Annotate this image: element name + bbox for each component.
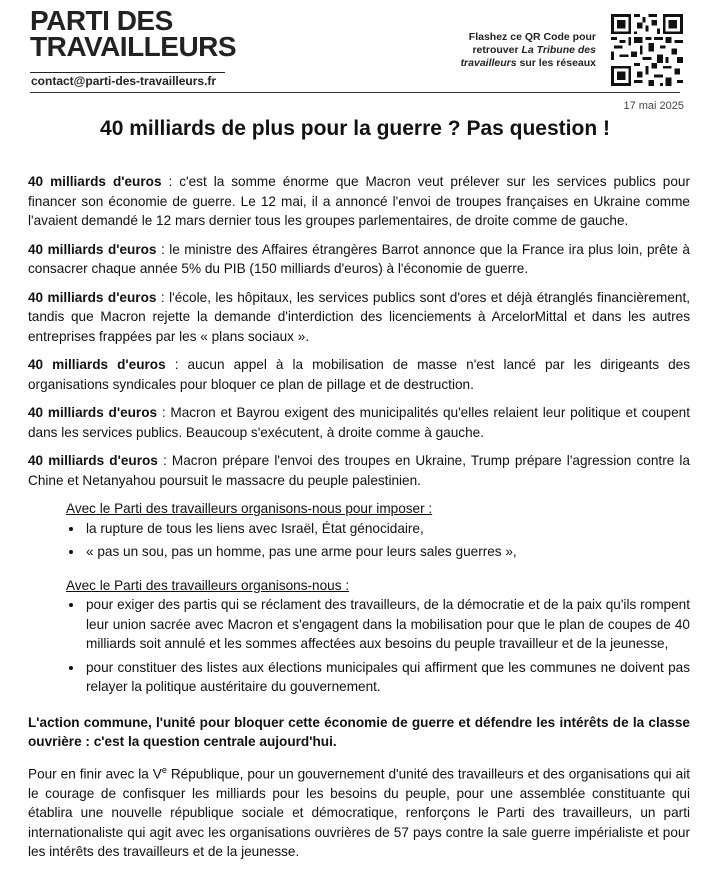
section-2-heading: Avec le Parti des travailleurs organisons-nous : <box>66 577 350 593</box>
logo-line-2: TRAVAILLEURS <box>30 31 237 62</box>
section-1-heading: Avec le Parti des travailleurs organisons-nous pour imposer : <box>66 501 433 516</box>
qr-caption-line-2b: La Tribune des <box>521 44 596 56</box>
paragraph-3 <box>28 288 690 347</box>
paragraph-lead: 40 milliards d'euros <box>28 405 158 420</box>
article-body <box>28 172 690 871</box>
list-item: • la rupture de tous les liens avec Israël, État génocidaire, <box>84 519 690 539</box>
paragraph-lead: 40 milliards d'euros <box>28 289 157 305</box>
logo-line-1: PARTI DES <box>30 5 173 36</box>
paragraph-text: : Macron et Bayrou exigent des municipalités qu'elles relaient leur politique et coupent dans les services publics. Beaucoup s'exécutent, à droite comme à gauche. <box>28 405 690 440</box>
qr-caption-line-3a: travailleurs <box>460 57 517 69</box>
qr-caption-line-1: Flashez ce QR Code pour <box>468 31 596 43</box>
contact-email: contact@parti-des-travailleurs.fr <box>31 74 217 88</box>
paragraph-text: : c'est la somme énorme que Macron veut prélever sur les services publics pour financer son économie de guerre. Le 12 mai, il a annoncé l'envoi de troupes françaises en Ukraine comme l'avaient demandé le 12 mars dernier tous les groupes parlementaires, de droite comme de gauche. <box>28 174 690 228</box>
paragraph-lead: 40 milliards d'euros <box>28 453 158 468</box>
paragraph-text: : le ministre des Affaires étrangères Barrot annonce que la France ira plus loin, prête à consacrer chaque année 5% du PIB (150 milliards d'euros) à l'économie de guerre. <box>28 241 690 276</box>
paragraph-6 <box>28 451 690 490</box>
party-logo <box>30 5 237 62</box>
paragraph-4 <box>28 355 690 394</box>
paragraph-2 <box>28 240 690 279</box>
paragraph-text: : Macron prépare l'envoi des troupes en Ukraine, Trump prépare l'agression contre la Chine et Netanyahou poursuit le massacre du peuple palestinien. <box>28 453 690 488</box>
paragraph-lead: 40 milliards d'euros <box>28 174 162 189</box>
section-1-list <box>28 519 690 562</box>
qr-caption-line-3 <box>426 57 596 70</box>
qr-caption <box>426 31 596 70</box>
paragraph-text: : l'école, les hôpitaux, les services publics sont d'ores et déjà étranglés financièrement, tandis que Macron rejette la demande d'interdiction des licenciements à ArcelorMittal et dans les autres entreprises frappées par les « plans sociaux ». <box>28 289 690 344</box>
paragraph-lead: 40 milliards d'euros <box>28 357 166 372</box>
logo-underline <box>30 72 225 73</box>
qr-caption-line-2a: retrouver <box>472 44 522 56</box>
paragraph-lead: 40 milliards d'euros <box>28 241 157 257</box>
qr-caption-line-3b: sur les réseaux <box>516 57 596 69</box>
header <box>0 0 710 112</box>
qr-caption-line-2 <box>426 44 596 57</box>
list-item: • pour constituer des listes aux élections municipales qui affirment que les communes ne doivent pas relayer la politique austéritaire du gouvernement. <box>84 658 690 697</box>
page-title: 40 milliards de plus pour la guerre ? Pas question ! <box>100 117 610 140</box>
bold-statement: L'action commune, l'unité pour bloquer cette économie de guerre et défendre les intérêts de la classe ouvrière : c'est la question centrale aujourd'hui. <box>28 714 690 749</box>
list-item: • pour exiger des partis qui se réclament des travailleurs, de la démocratie et de la paix qu'ils rompent leur union sacrée avec Macron et s'engagent dans la mobilisation pour que le plan de coupes de 40 milliards soit annulé et les sommes affectées aux besoins du peuple travailleur et de la jeunesse, <box>84 595 690 654</box>
paragraph-1 <box>28 172 690 231</box>
closing-text-1: Pour en finir avec la V <box>28 766 162 782</box>
closing-text-2: République, pour un gouvernement d'unité des travailleurs et des organisations qui ait le courage de confisquer les milliards pour les besoins du peuple, pour une assemblée constituante qui établira une nouvelle république sociale et démocratique, renforçons le Parti des travailleurs, un parti internationaliste qui agit avec les organisations ouvrières de 57 pays contre la sale guerre impérialiste et pour les intérêts des travailleurs et de la jeunesse. <box>28 766 691 860</box>
closing-superscript: e <box>161 764 167 775</box>
publication-date: 17 mai 2025 <box>623 100 684 112</box>
paragraph-5 <box>28 403 690 442</box>
list-item: • « pas un sou, pas un homme, pas une arme pour leurs sales guerres », <box>84 542 690 562</box>
qr-code-icon[interactable] <box>611 14 683 86</box>
closing-paragraph <box>28 761 690 862</box>
header-divider <box>30 92 680 93</box>
section-2-list <box>28 595 690 697</box>
paragraph-text: : aucun appel à la mobilisation de masse n'est lancé par les dirigeants des organisations syndicales pour bloquer ce plan de pillage et de destruction. <box>28 357 690 392</box>
